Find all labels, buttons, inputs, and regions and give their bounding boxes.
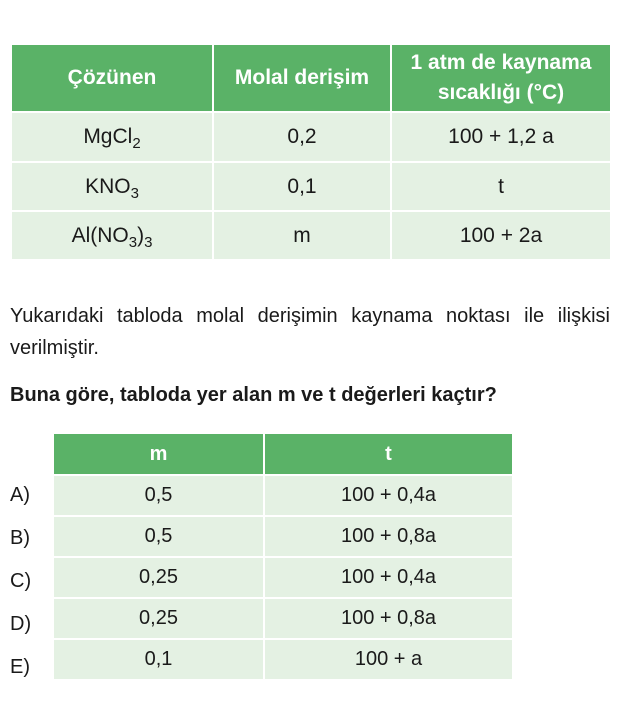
question-text: Buna göre, tabloda yer alan m ve t değerleri kaçtır?: [10, 384, 497, 406]
answer-row-e[interactable]: [53, 639, 513, 680]
data-table-header: [11, 44, 611, 112]
header-t: t: [264, 433, 513, 475]
boiling-cell: t: [391, 162, 611, 211]
table-row: [11, 112, 611, 162]
answer-table-header: [53, 433, 513, 475]
description-paragraph: Yukarıdaki tabloda molal derişimin kaynama noktası ile ilişkisi verilmiştir.: [10, 305, 610, 359]
molality-cell: 0,1: [213, 162, 391, 211]
answer-table: [52, 432, 514, 681]
answer-t-cell: 100 + 0,8a: [264, 516, 513, 557]
solute-cell: $Al(NO_3)_3$: [11, 211, 213, 260]
answer-m-cell: 0,1: [53, 639, 264, 680]
answer-m-cell: 0,25: [53, 557, 264, 598]
header-boiling-line2: sıcaklığı (°C): [437, 81, 565, 104]
table-row: [11, 162, 611, 211]
boiling-cell: 100 + 2a: [391, 211, 611, 260]
answer-row-b[interactable]: [53, 516, 513, 557]
molality-cell: m: [213, 211, 391, 260]
header-solute: Çözünen: [11, 44, 213, 112]
header-boiling-point: [391, 44, 611, 112]
option-letter-e[interactable]: E): [10, 656, 30, 678]
header-molality: Molal derişim: [213, 44, 391, 112]
answer-row-d[interactable]: [53, 598, 513, 639]
option-letter-d[interactable]: D): [10, 613, 32, 635]
answer-row-c[interactable]: [53, 557, 513, 598]
boiling-cell: 100 + 1,2 a: [391, 112, 611, 162]
data-table: [10, 43, 612, 261]
option-letter-a[interactable]: A): [10, 484, 30, 506]
option-letter-b[interactable]: B): [10, 527, 30, 549]
answer-row-a[interactable]: [53, 475, 513, 516]
table-row: [11, 211, 611, 260]
molality-cell: 0,2: [213, 112, 391, 162]
header-m: m: [53, 433, 264, 475]
option-letter-c[interactable]: C): [10, 570, 32, 592]
header-boiling-line1: 1 atm de kaynama: [410, 51, 592, 74]
solute-cell: $KNO_3$: [11, 162, 213, 211]
solute-cell: MgCl$_2$: [11, 112, 213, 162]
answer-m-cell: 0,5: [53, 475, 264, 516]
answer-letters: [10, 474, 31, 689]
answer-t-cell: 100 + a: [264, 639, 513, 680]
answer-t-cell: 100 + 0,4a: [264, 557, 513, 598]
answer-m-cell: 0,25: [53, 598, 264, 639]
answer-m-cell: 0,5: [53, 516, 264, 557]
answer-t-cell: 100 + 0,8a: [264, 598, 513, 639]
answer-t-cell: 100 + 0,4a: [264, 475, 513, 516]
